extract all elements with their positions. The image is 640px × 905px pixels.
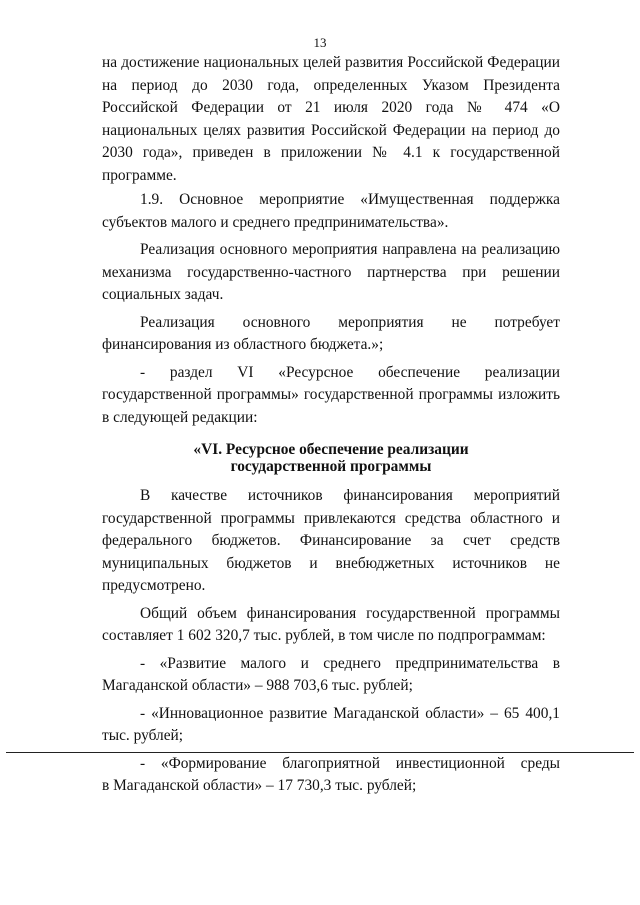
section-heading xyxy=(102,441,560,475)
section-heading-line-2: государственной программы xyxy=(230,458,432,475)
footer-divider xyxy=(6,752,634,753)
paragraph-no-financing: Реализация основного мероприятия не потребует финансирования из областного бюджета.»; xyxy=(102,313,560,353)
paragraph-section-vi-instruction: - раздел VI «Ресурсное обеспечение реализации государственной программы» государственной программы изложить в следующей редакции: xyxy=(102,363,560,426)
list-item-investment-line-1: - «Формирование благоприятной инвестиционной среды xyxy=(140,754,560,772)
list-item-small-business: - «Развитие малого и среднего предпринимательства в Магаданской области» – 988 703,6 тыс. рублей; xyxy=(102,654,560,694)
list-item-investment-line-2: в Магаданской области» – 17 730,3 тыс. рублей; xyxy=(102,777,417,794)
document-body xyxy=(102,52,560,798)
paragraph-financing-sources: В качестве источников финансирования мероприятий государственной программы привлекаются средства областного и федерального бюджетов. Финансирование за счет средств муниципальных бюджетов и внебюджетных источников не предусмотрено. xyxy=(102,487,560,594)
section-heading-line-1: «VI. Ресурсное обеспечение реализации xyxy=(193,441,469,458)
paragraph-national-goals: на достижение национальных целей развития Российской Федерации на период до 2030 года, определенных Указом Президента Российской Федерации от 21 июля 2020 года № 474 «О национальных целях развития Российской Федерации на период до 2030 года», приведен в приложении № 4.1 к государственной программе. xyxy=(102,54,560,184)
paragraph-total-financing: Общий объем финансирования государственной программы составляет 1 602 320,7 тыс. рублей, в том числе по подпрограммам: xyxy=(102,604,560,644)
paragraph-measure-implementation: Реализация основного мероприятия направлена на реализацию механизма государственно-частного партнерства при решении социальных задач. xyxy=(102,241,560,303)
list-item-innovation: - «Инновационное развитие Магаданской области» – 65 400,1 тыс. рублей; xyxy=(102,704,560,744)
page-number: 13 xyxy=(313,35,327,50)
paragraph-measure-1-9: 1.9. Основное мероприятие «Имущественная поддержка субъектов малого и среднего предпринимательства». xyxy=(102,191,560,231)
